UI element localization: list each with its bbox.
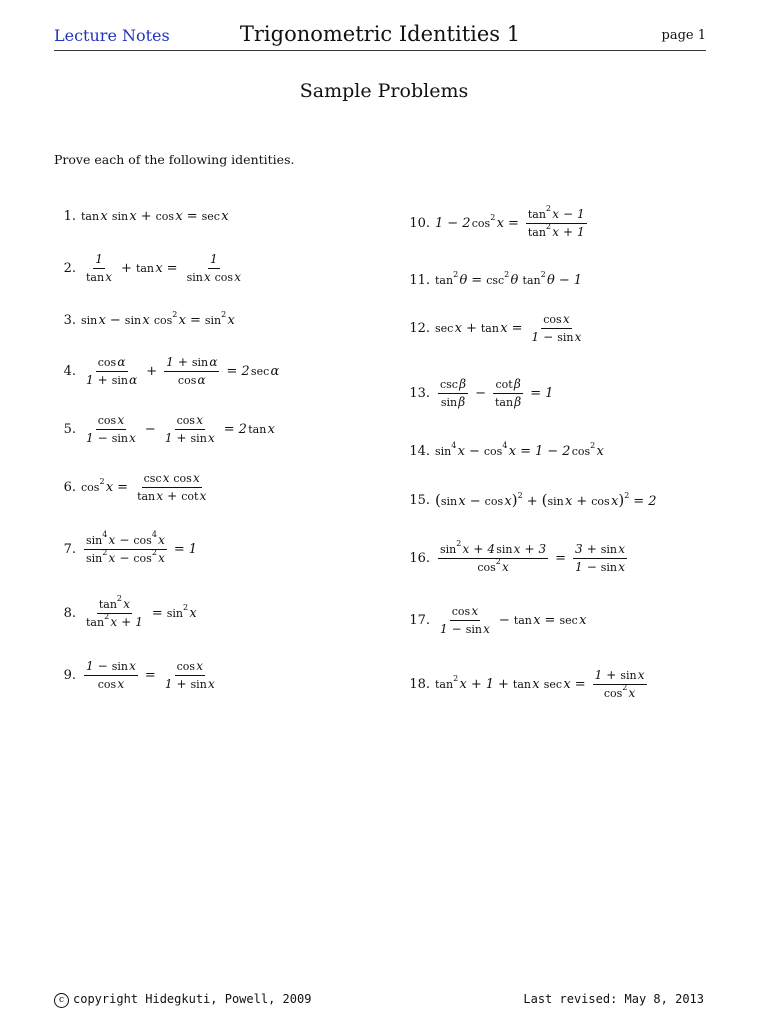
copyright-text: copyright Hidegkuti, Powell, 2009 (73, 992, 312, 1006)
identity-expression: $\frac{\text{cos α}}{\text{1 + sin α}}$ + $\frac{\text{1 + sin α}}{\text{cos α}}$ = 2 sec α (86, 354, 280, 387)
problem-number: 3. (63, 312, 76, 328)
section-title: Sample Problems (299, 80, 469, 102)
page-header (54, 22, 706, 51)
problem-number: 13. (409, 385, 430, 401)
header-title: Trigonometric Identities 1 (239, 22, 521, 46)
problem-number: 9. (63, 667, 76, 683)
identity-expression: $\frac{\text{1 − sin x}}{\text{cos x}}$ = $\frac{\text{cos x}}{\text{1 + sin x}}$ (86, 658, 215, 691)
problem-number: 1. (63, 208, 76, 224)
identity-expression: $\tan^2$ $\theta = \csc^2$ θ $\tan^2$ θ − 1 (435, 269, 583, 288)
identity-expression: (sin x − cos x)$^2$ + (sin x + cos x)$^2$ = 2 (435, 491, 657, 509)
identity-expression: tan x sin x + cos x = sec x (81, 208, 229, 224)
problem-number: 17. (409, 612, 430, 628)
problem-number: 12. (409, 320, 430, 336)
problem-number: 2. (63, 260, 76, 276)
identity-expression: $\frac{\sin^4 x - \cos^4 x}{\sin^2 x - \cos^2 x}$ = 1 (86, 529, 198, 565)
problem-number: 15. (409, 492, 430, 508)
problem-number: 5. (63, 421, 76, 437)
identity-expression: 1 − 2 $\cos^2$ x = $\frac{\tan^2 x - 1}{\tan^2 x + 1}$ (435, 203, 585, 239)
instructions: Prove each of the following identities. (54, 152, 295, 167)
footer-last-revised: Last revised: May 8, 2013 (523, 992, 704, 1006)
identity-expression: $\frac{\sin^2 x + 4 \sin x + 3}{\cos^2 x}$ = $\frac{\text{3 + sin x}}{\text{1 − sin x}}$ (440, 538, 625, 574)
identity-expression: $\sin^4$ $x - \cos^4$ x = 1 − 2 $\cos^2$ x (435, 440, 604, 459)
identity-expression: $\frac{\text{cos x}}{\text{1 − sin x}}$ − tan x = sec x (440, 603, 587, 636)
header-page-number: page 1 (661, 28, 706, 43)
problem-number: 16. (409, 550, 430, 566)
problem-number: 11. (409, 272, 430, 288)
identity-expression: $\frac{\tan^2 x}{\tan^2 x + 1}$ = $\sin^2$ x (86, 593, 197, 629)
identity-expression: sec x + tan x = $\frac{\text{cos x}}{\text{1 − sin x}}$ (435, 311, 582, 344)
identity-expression: $\frac{1}{\text{tan x}}$ + tan x = $\frac{1}{\text{sin x cos x}}$ (86, 251, 242, 284)
identity-expression: sin x − sin x $\cos^2$ $x = \sin^2$ x (81, 309, 235, 328)
identity-expression: $\cos^2$ x = $\frac{\text{csc x cos x}}{\text{tan x + cot x}}$ (81, 470, 207, 503)
footer-copyright (54, 992, 311, 1008)
problem-number: 7. (63, 541, 76, 557)
problem-number: 18. (409, 676, 430, 692)
problem-number: 4. (63, 363, 76, 379)
problem-number: 14. (409, 443, 430, 459)
header-lecture-notes: Lecture Notes (54, 26, 170, 45)
identity-expression: $\frac{\text{csc β}}{\text{sin β}}$ − $\frac{\text{cot β}}{\text{tan β}}$ = 1 (440, 376, 554, 409)
copyright-icon: c (54, 993, 69, 1008)
identity-expression: $\frac{\text{cos x}}{\text{1 − sin x}}$ − $\frac{\text{cos x}}{\text{1 + sin x}}$ = 2 tan x (86, 412, 275, 445)
problem-number: 6. (63, 479, 76, 495)
identity-expression: $\tan^2$ x + 1 + tan x sec x = $\frac{\text{1 + sin x}}{\cos^2 x}$ (435, 667, 645, 700)
problem-number: 10. (409, 215, 430, 231)
problem-number: 8. (63, 605, 76, 621)
